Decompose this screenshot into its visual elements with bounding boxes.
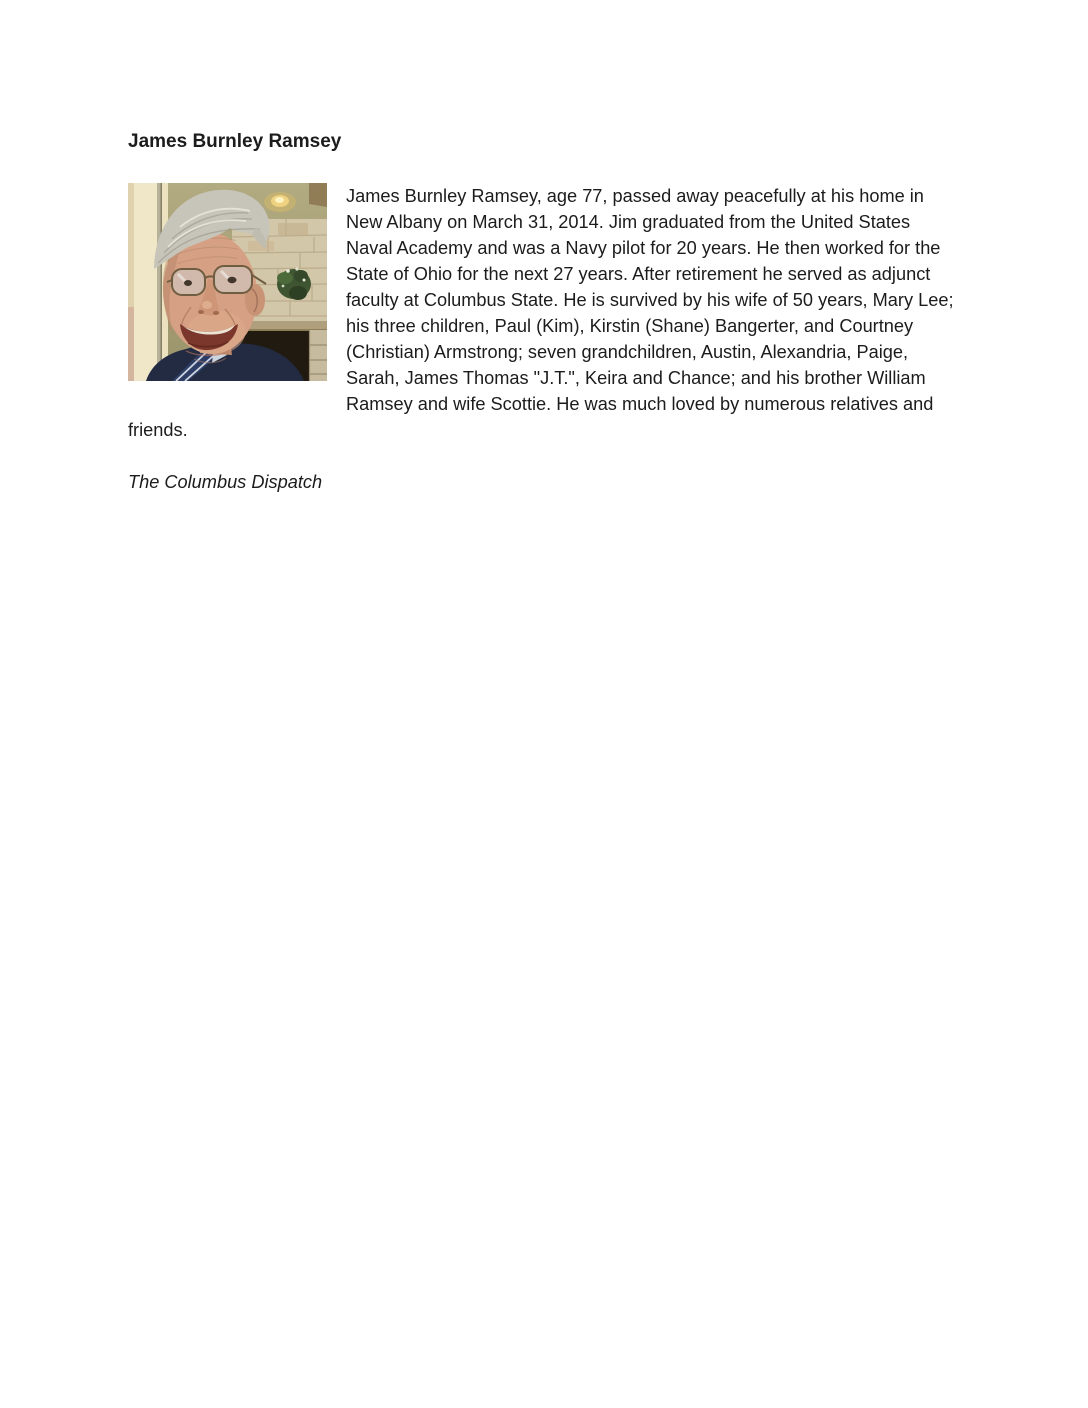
source-attribution: The Columbus Dispatch — [128, 472, 323, 492]
stone-column — [309, 330, 327, 381]
obituary-title: James Burnley Ramsey — [128, 131, 342, 152]
portrait-photo — [128, 183, 327, 381]
ceiling-light — [264, 192, 296, 212]
obituary-text: James Burnley Ramsey, age 77, passed away peacefully at his home in New Albany on March 31, 2014. Jim graduated from the United States Naval Academy and was a Navy pilot for 20 years. He then worked for the State of Ohio for the next 27 years. After retirement he served as adjunct faculty at Columbus State. He is survived by his wife of 50 years, Mary Lee; his three children, Paul (Kim), Kirstin (Shane) Bangerter, and Courtney (Christian) Armstrong; seven grandchildren, Austin, Alexandria, Paige, Sarah, James Thomas "J.T.", Keira and Chance; and his brother William Ramsey and wife Scottie. He was much loved by numerous relatives and friends. — [128, 186, 954, 440]
door-frame — [128, 183, 168, 381]
obituary-body-section — [128, 183, 960, 443]
